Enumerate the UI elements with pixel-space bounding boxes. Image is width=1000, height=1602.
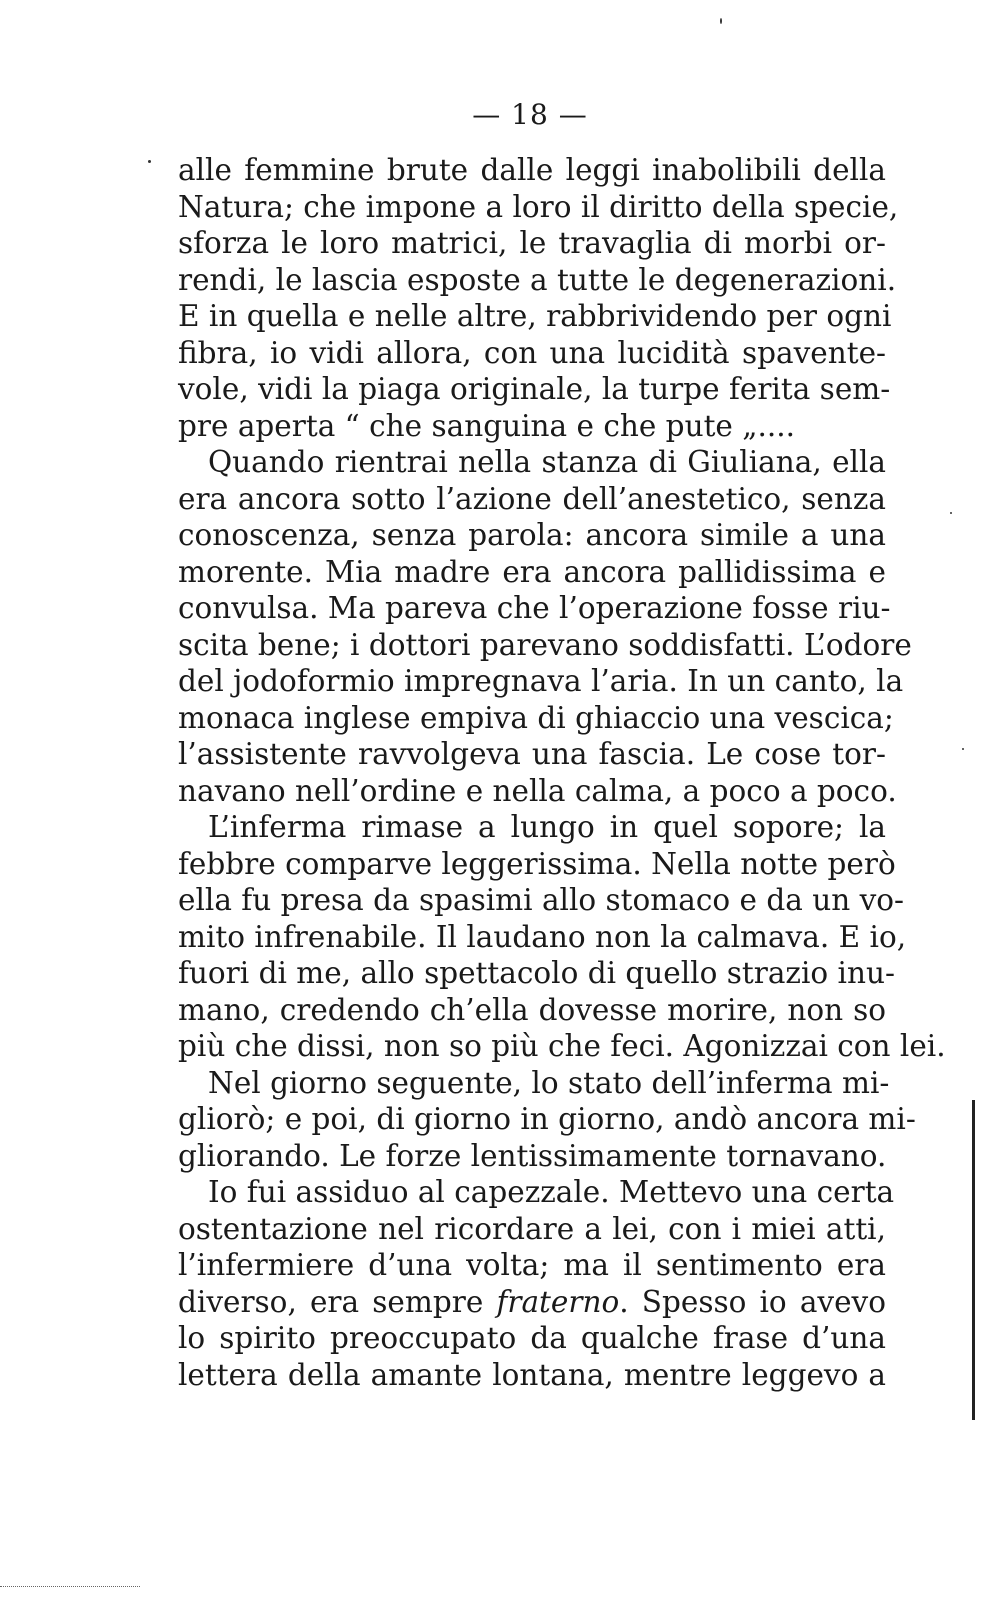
text-line: febbre comparve leggerissima. Nella notte però <box>178 846 896 881</box>
page-number: — 18 — <box>472 98 588 131</box>
scan-edge-mark <box>0 1586 140 1589</box>
text-line: mito infrenabile. Il laudano non la calmava. E io, <box>178 919 907 954</box>
text-line: E in quella e nelle altre, rabbrividendo per ogni <box>178 299 892 333</box>
text-line: morente. Mia madre era ancora pallidissima e <box>178 554 886 589</box>
text-line: ostentazione nel ricordare a lei, con i miei atti, <box>178 1211 886 1246</box>
text-line: Natura; che impone a loro il diritto della specie, <box>178 189 899 224</box>
text-line: pre aperta “ che sanguina e che pute „.... <box>178 408 796 443</box>
text-line: Quando rientrai nella stanza di Giuliana, ella <box>208 445 886 479</box>
text-line: lo spirito preoccupato da qualche frase d’una <box>178 1321 886 1355</box>
text-line: l’infermiere d’una volta; ma il sentimento era <box>178 1248 886 1282</box>
text-line: sforza le loro matrici, le travaglia di morbi or- <box>178 226 886 260</box>
text-line: rendi, le lascia esposte a tutte le degenerazioni. <box>178 262 897 297</box>
text-line: ella fu presa da spasimi allo stomaco e da un vo- <box>178 883 904 917</box>
text-line: L’inferma rimase a lungo in quel sopore; la <box>208 810 886 844</box>
text-line: navano nell’ordine e nella calma, a poco a poco. <box>178 773 897 808</box>
scan-speck <box>720 18 722 24</box>
scan-speck <box>962 748 964 750</box>
text-line: fuori di me, allo spettacolo di quello strazio inu- <box>178 956 895 990</box>
text-line: era ancora sotto l’azione dell’anestetico, senza <box>178 481 886 516</box>
text-line: monaca inglese empiva di ghiaccio una vescica; <box>178 700 894 735</box>
text-line: gliorando. Le forze lentissimamente tornavano. <box>178 1138 887 1173</box>
text-line: l’assistente ravvolgeva una fascia. Le cose tor- <box>178 737 886 771</box>
scan-speck <box>950 512 952 514</box>
text-line: del jodoformio impregnava l’aria. In un canto, la <box>178 664 904 698</box>
scan-edge-mark <box>972 1100 975 1420</box>
text-line: vole, vidi la piaga originale, la turpe ferita sem- <box>178 372 891 406</box>
text-line: gliorò; e poi, di giorno in giorno, andò ancora mi- <box>178 1102 916 1136</box>
italic-word: fraterno <box>496 1284 620 1319</box>
text-line: più che dissi, non so più che feci. Agonizzai con lei. <box>178 1029 946 1063</box>
text-line: Io fui assiduo al capezzale. Mettevo una certa <box>208 1175 895 1209</box>
text-line: conoscenza, senza parola: ancora simile a una <box>178 518 886 552</box>
text-line: fibra, io vidi allora, con una lucidità spavente- <box>178 335 886 370</box>
text-line: alle femmine brute dalle leggi inabolibili della <box>178 153 886 187</box>
text-line: diverso, era sempre fraterno. Spesso io avevo <box>178 1284 886 1319</box>
text-line: lettera della amante lontana, mentre leggevo a <box>178 1357 886 1392</box>
scan-speck <box>148 160 151 163</box>
text-line: scita bene; i dottori parevano soddisfatti. L’odore <box>178 627 912 662</box>
text-line: Nel giorno seguente, lo stato dell’inferma mi- <box>208 1065 890 1100</box>
text-line: mano, credendo ch’ella dovesse morire, non so <box>178 992 886 1027</box>
text-line: convulsa. Ma pareva che l’operazione fosse riu- <box>178 591 891 625</box>
